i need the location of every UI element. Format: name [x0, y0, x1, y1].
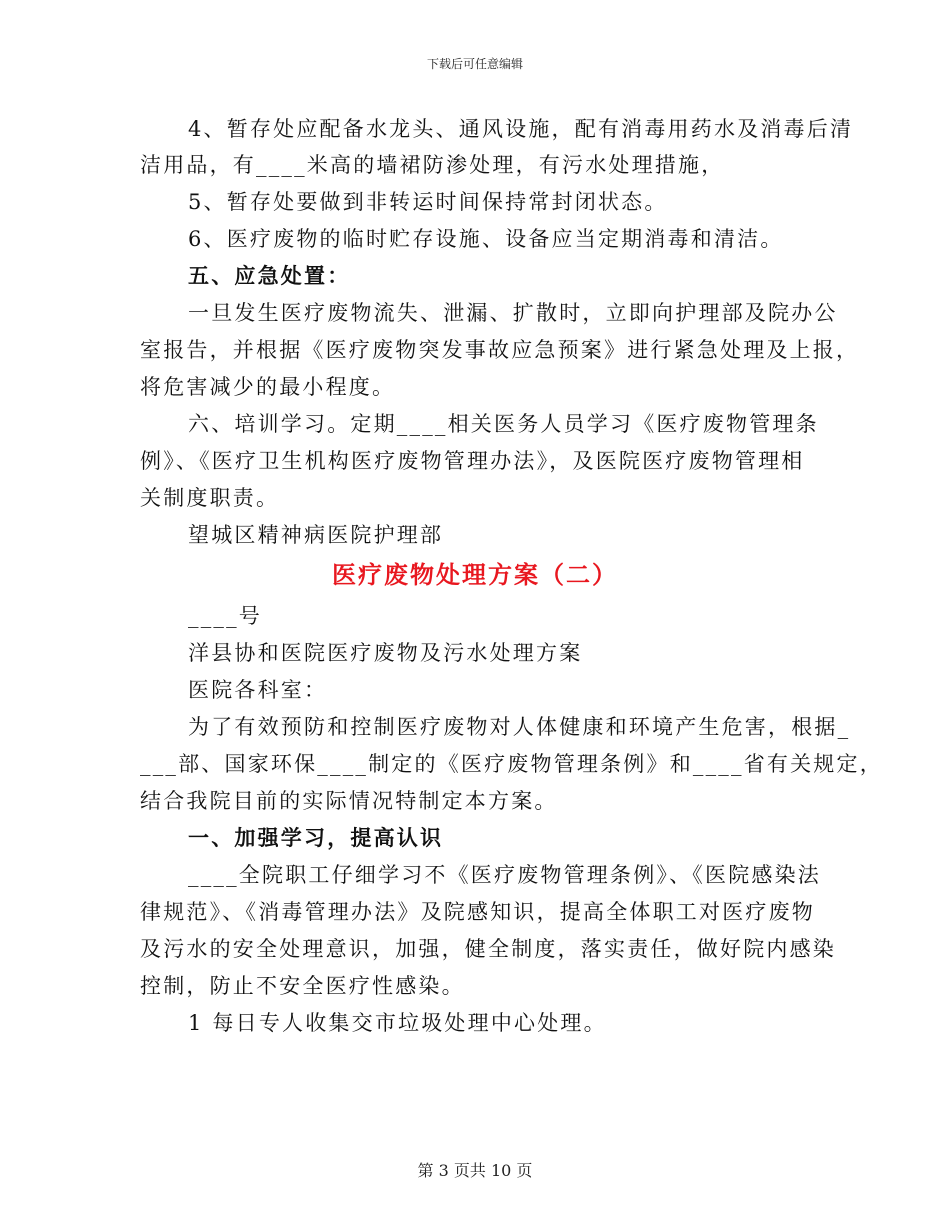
- text-line: 洁用品，有____米高的墙裙防渗处理，有污水处理措施，: [140, 153, 725, 177]
- document-title: 医疗废物处理方案（二）: [332, 561, 618, 589]
- page-footer: 第 3 页共 10 页: [417, 1161, 533, 1180]
- text-line: 为了有效预防和控制医疗废物对人体健康和环境产生危害，根据_: [188, 715, 851, 739]
- text-line: 一旦发生医疗废物流失、泄漏、扩散时，立即向护理部及院办公: [188, 301, 838, 325]
- text-line: 室报告，并根据《医疗废物突发事故应急预案》进行紧急处理及上报，: [140, 338, 860, 362]
- text-line: 4、暂存处应配备水龙头、通风设施，配有消毒用药水及消毒后清: [188, 117, 854, 141]
- text-line: 1 每日专人收集交市垃圾处理中心处理。: [188, 1011, 607, 1035]
- signature-line: 望城区精神病医院护理部: [188, 523, 444, 547]
- text-line: 及污水的安全处理意识，加强，健全制度，落实责任，做好院内感染: [140, 937, 836, 961]
- text-line: ___部、国家环保____制定的《医疗废物管理条例》和____省有关规定，: [140, 752, 883, 776]
- text-line: 关制度职责。: [140, 486, 280, 510]
- text-line: 5、暂存处要做到非转运时间保持常封闭状态。: [188, 190, 668, 214]
- text-line: 6、医疗废物的临时贮存设施、设备应当定期消毒和清洁。: [188, 227, 784, 251]
- text-line: 六、培训学习。定期____相关医务人员学习《医疗废物管理条: [188, 412, 819, 436]
- section-heading: 一、加强学习，提高认识: [188, 826, 444, 850]
- text-line: ____号: [188, 604, 262, 628]
- page-header: 下载后可任意编辑: [426, 57, 523, 71]
- text-line: 控制，防止不安全医疗性感染。: [140, 974, 465, 998]
- section-heading: 五、应急处置：: [188, 264, 351, 288]
- text-line: 律规范》、《消毒管理办法》及院感知识，提高全体职工对医疗废物: [140, 900, 815, 924]
- text-line: 医院各科室：: [188, 678, 328, 702]
- text-line: 结合我院目前的实际情况特制定本方案。: [140, 789, 558, 813]
- text-line: ____全院职工仔细学习不《医疗废物管理条例》、《医院感染法: [188, 863, 821, 887]
- text-line: 洋县协和医院医疗废物及污水处理方案: [188, 641, 583, 665]
- text-line: 例》、《医疗卫生机构医疗废物管理办法》，及医院医疗废物管理相: [140, 449, 805, 473]
- text-line: 将危害减少的最小程度。: [140, 375, 396, 399]
